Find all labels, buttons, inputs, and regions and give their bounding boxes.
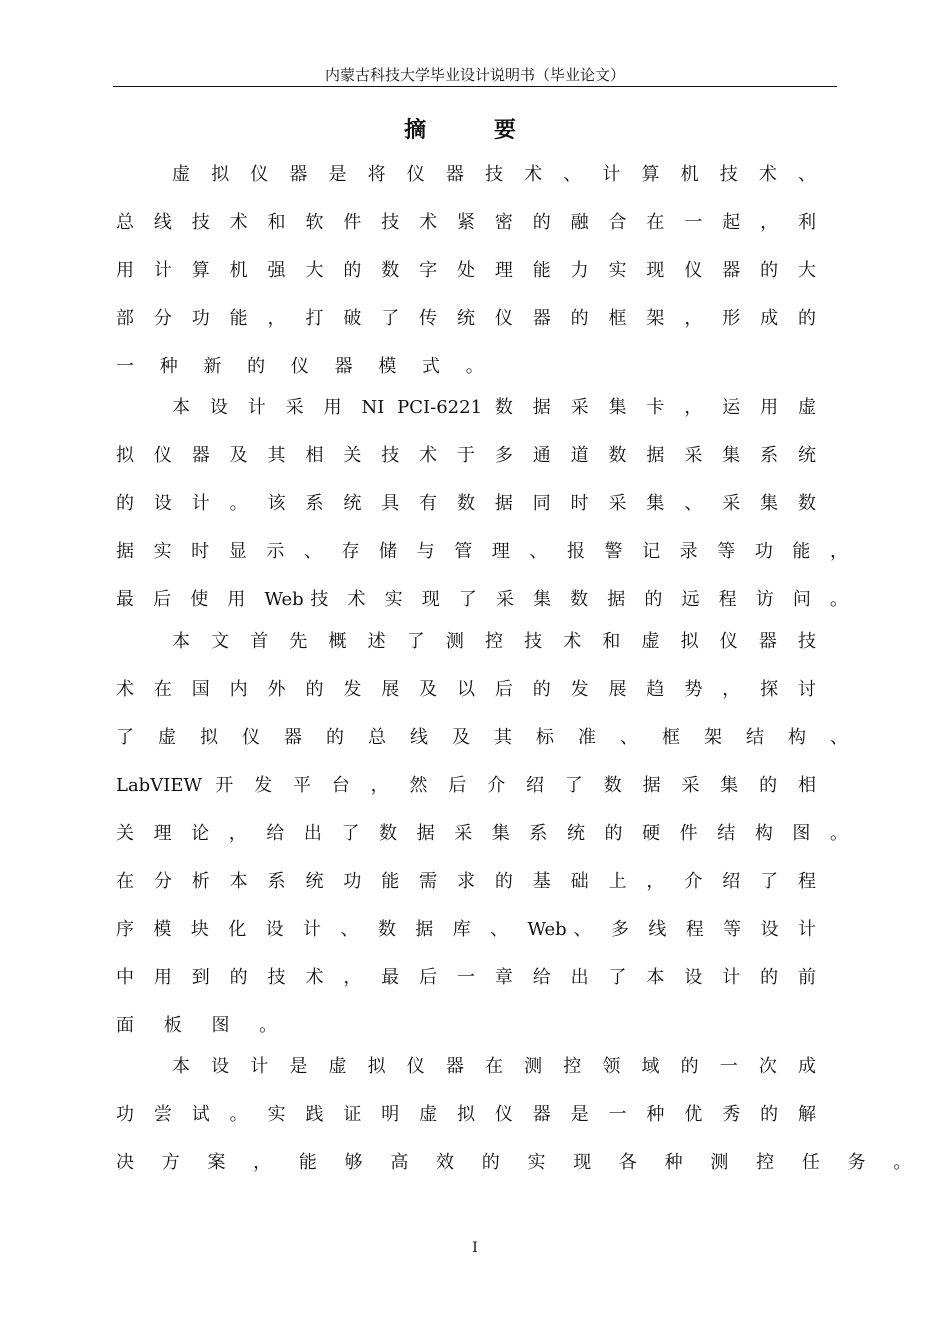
paragraph-3-line-8: 中 用 到 的 技 术 ， 最 后 一 章 给 出 了 本 设 计 的 前: [116, 967, 816, 988]
paragraph-3-line-6: 在 分 析 本 系 统 功 能 需 求 的 基 础 上 ， 介 绍 了 程: [116, 871, 816, 892]
paragraph-2-line-1: 本 设 计 采 用 NI PCI-6221 数 据 采 集 卡 ， 运 用 虚: [172, 397, 816, 418]
paragraph-4-line-1: 本 设 计 是 虚 拟 仪 器 在 测 控 领 域 的 一 次 成: [172, 1056, 816, 1077]
paragraph-1-line-5: 一 种 新 的 仪 器 模 式 。: [116, 356, 494, 377]
page-header: 内蒙古科技大学毕业设计说明书（毕业论文）: [324, 66, 625, 84]
abstract-title: 摘 要: [404, 117, 546, 143]
paragraph-4-line-2: 功 尝 试 。 实 践 证 明 虚 拟 仪 器 是 一 种 优 秀 的 解: [116, 1104, 816, 1125]
paragraph-3-line-3: 了 虚 拟 仪 器 的 总 线 及 其 标 准 、 框 架 结 构 、: [116, 727, 848, 748]
paragraph-1-line-3: 用 计 算 机 强 大 的 数 字 处 理 能 力 实 现 仪 器 的 大: [116, 260, 816, 281]
header-rule: [113, 86, 837, 87]
paragraph-4-line-3: 决 方 案 ， 能 够 高 效 的 实 现 各 种 测 控 任 务 。: [116, 1152, 923, 1173]
paragraph-1-line-4: 部 分 功 能 ， 打 破 了 传 统 仪 器 的 框 架 ， 形 成 的: [116, 308, 816, 329]
paragraph-3-line-5: 关 理 论 ， 给 出 了 数 据 采 集 系 统 的 硬 件 结 构 图 。: [116, 823, 848, 844]
paragraph-2-line-3: 的 设 计 。 该 系 统 具 有 数 据 同 时 采 集 、 采 集 数: [116, 493, 816, 514]
paragraph-3-line-1: 本 文 首 先 概 述 了 测 控 技 术 和 虚 拟 仪 器 技: [172, 631, 816, 652]
paragraph-2-line-2: 拟 仪 器 及 其 相 关 技 术 于 多 通 道 数 据 采 集 系 统: [116, 445, 816, 466]
paragraph-3-line-2: 术 在 国 内 外 的 发 展 及 以 后 的 发 展 趋 势 ， 探 讨: [116, 679, 816, 700]
paragraph-1-line-2: 总 线 技 术 和 软 件 技 术 紧 密 的 融 合 在 一 起 ， 利: [116, 212, 816, 233]
paragraph-1-line-1: 虚 拟 仪 器 是 将 仪 器 技 术 、 计 算 机 技 术 、: [172, 164, 816, 185]
paragraph-3-line-4: LabVIEW 开 发 平 台 ， 然 后 介 绍 了 数 据 采 集 的 相: [116, 775, 816, 796]
page-number: I: [472, 1240, 478, 1256]
paragraph-3-line-7: 序 模 块 化 设 计 、 数 据 库 、 Web、 多 线 程 等 设 计: [116, 919, 816, 940]
paragraph-3-line-9: 面 板 图 。: [116, 1015, 290, 1036]
paragraph-2-line-4: 据 实 时 显 示 、 存 储 与 管 理 、 报 警 记 录 等 功 能 ，: [116, 541, 848, 562]
paragraph-2-line-5: 最 后 使 用 Web技 术 实 现 了 采 集 数 据 的 远 程 访 问 。: [116, 589, 848, 610]
